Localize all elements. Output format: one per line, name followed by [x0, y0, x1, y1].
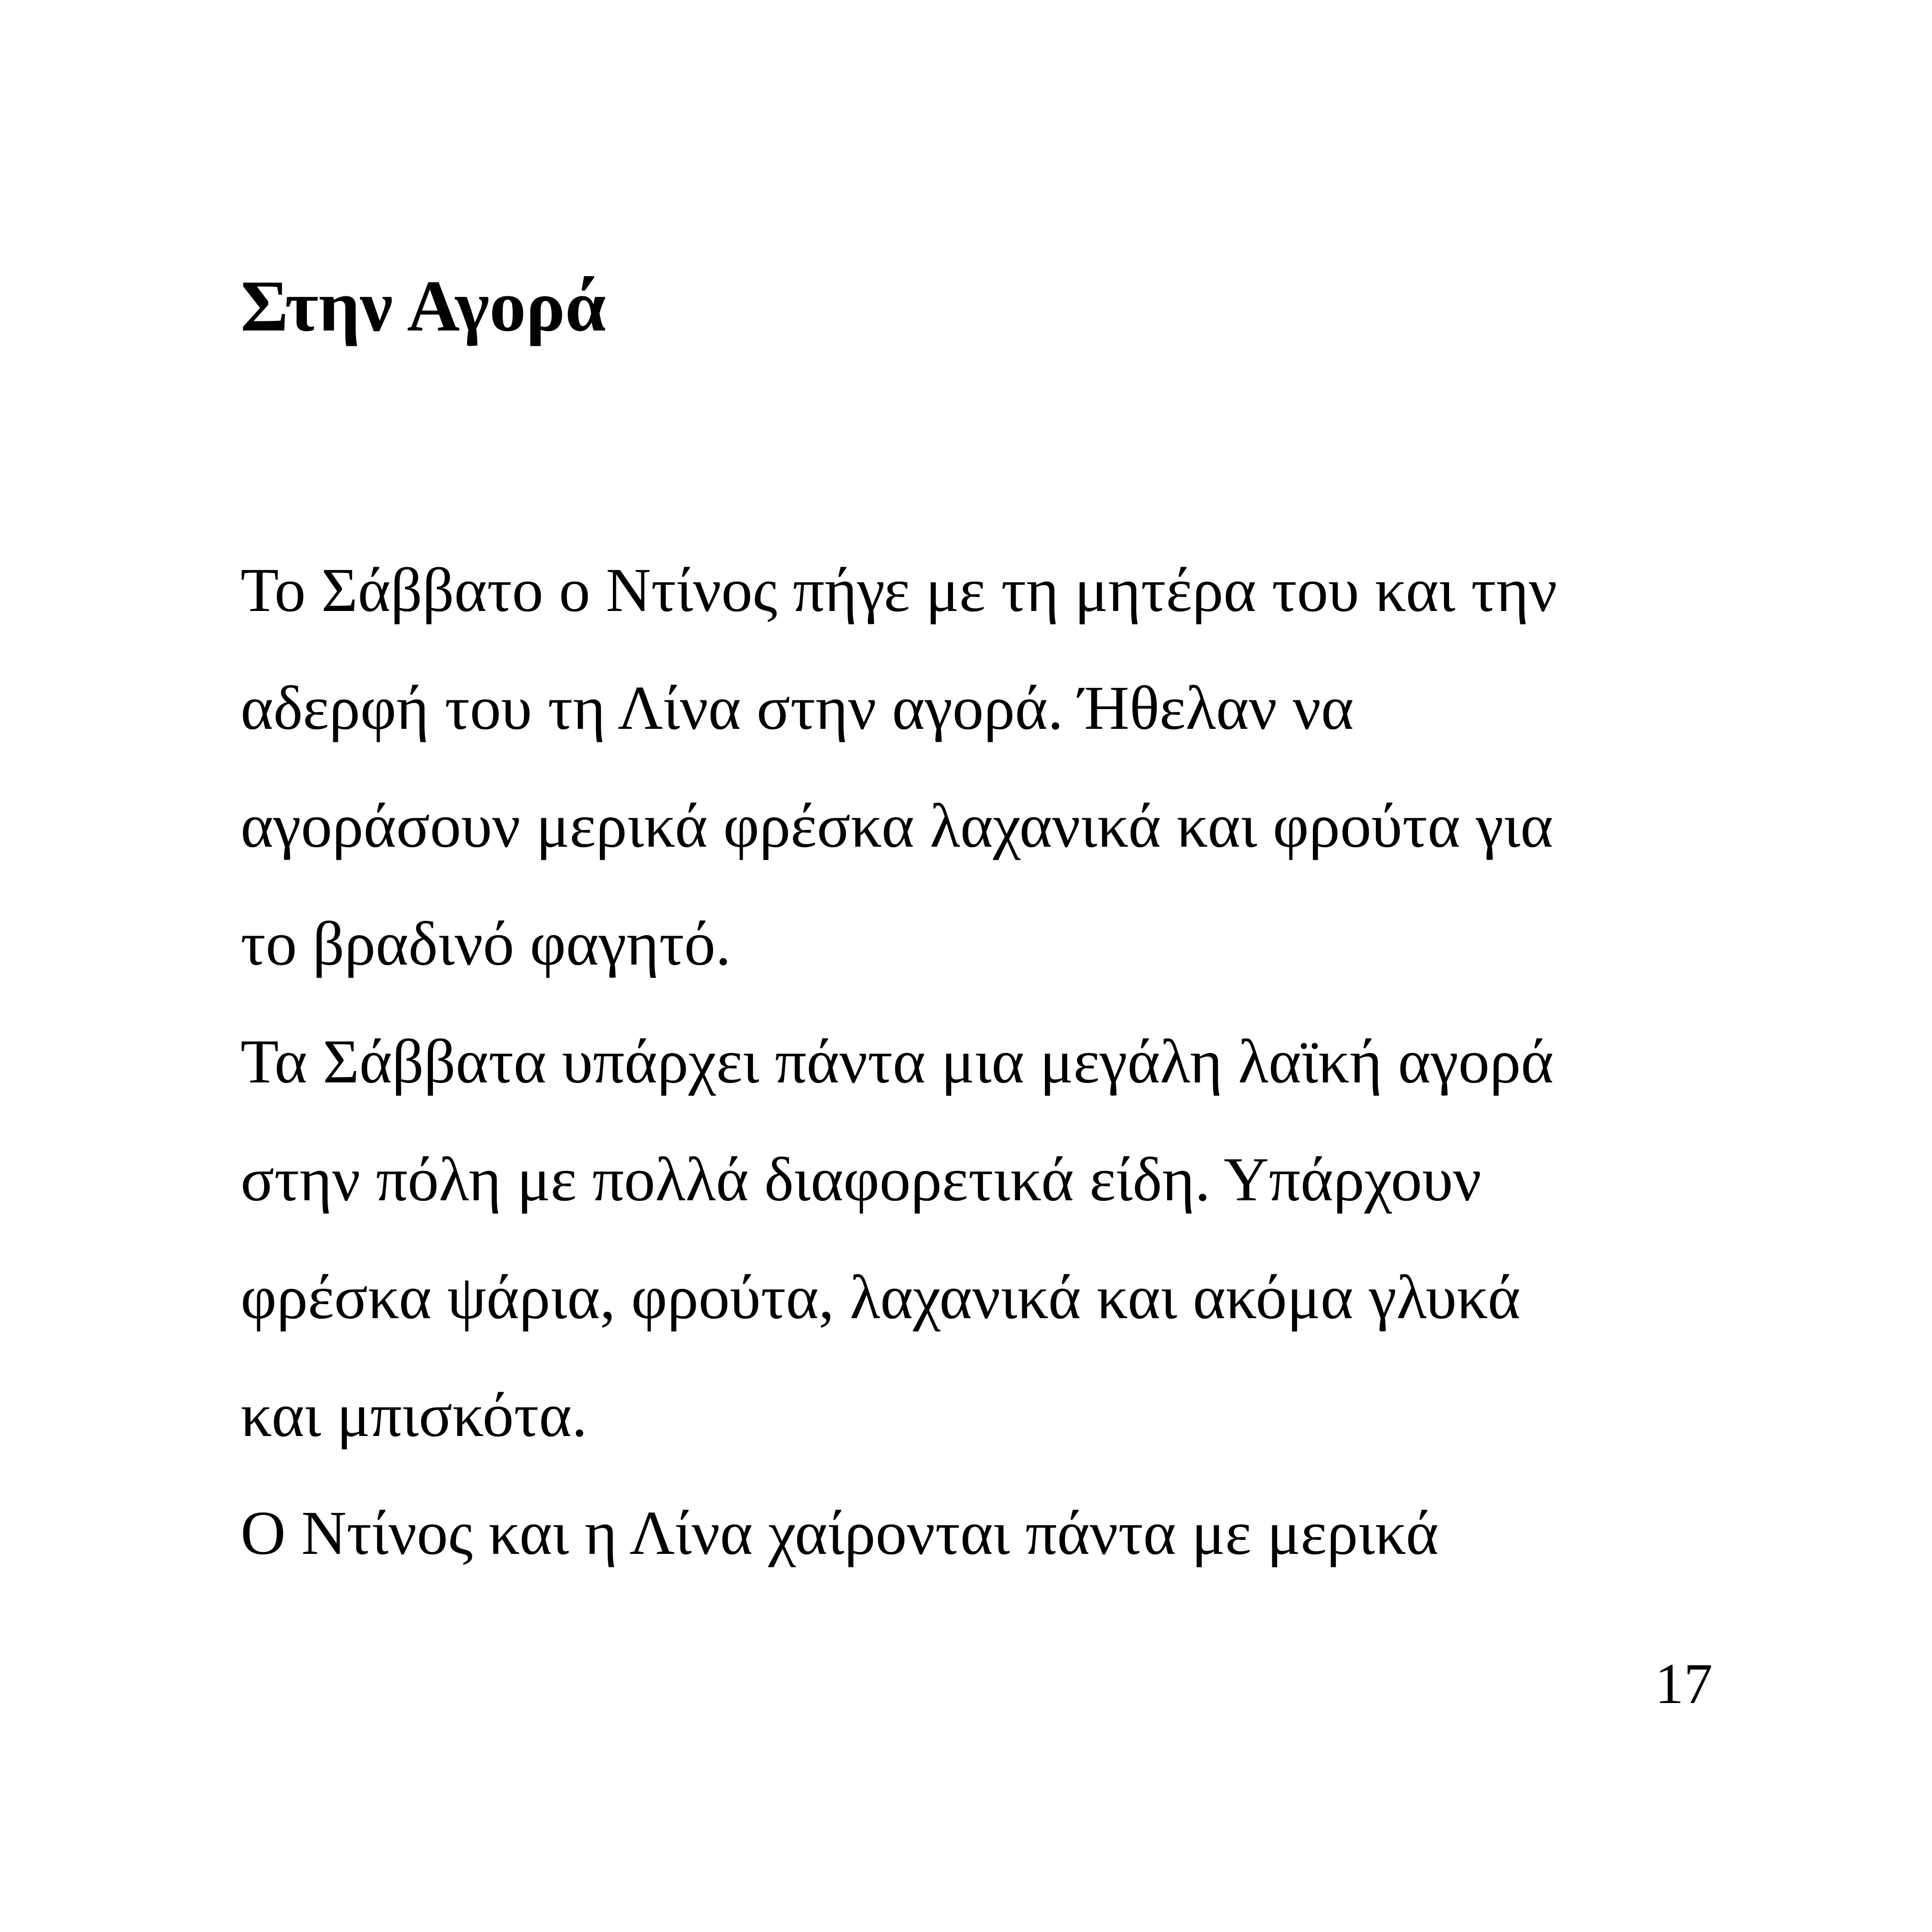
body-text	[241, 532, 1557, 1592]
text-line: φρέσκα ψάρια, φρούτα, λαχανικά και ακόμα γλυκά	[241, 1263, 1521, 1332]
text-line: και μπισκότα.	[241, 1381, 587, 1450]
text-line: Τα Σάββατα υπάρχει πάντα μια μεγάλη λαϊκή αγορά	[241, 1027, 1554, 1096]
text-line: αγοράσουν μερικά φρέσκα λαχανικά και φρούτα για	[241, 791, 1553, 861]
page-number: 17	[1655, 1652, 1713, 1716]
text-line: Ο Ντίνος και η Λίνα χαίρονται πάντα με μερικά	[241, 1499, 1439, 1568]
text-line: στην πόλη με πολλά διαφορετικά είδη. Υπάρχουν	[241, 1145, 1482, 1214]
chapter-title: Στην Αγορά	[241, 266, 606, 346]
text-line: αδερφή του τη Λίνα στην αγορά. Ήθελαν να	[241, 674, 1354, 743]
text-line: Το Σάββατο ο Ντίνος πήγε με τη μητέρα του και την	[241, 556, 1557, 625]
text-line: το βραδινό φαγητό.	[241, 909, 731, 979]
